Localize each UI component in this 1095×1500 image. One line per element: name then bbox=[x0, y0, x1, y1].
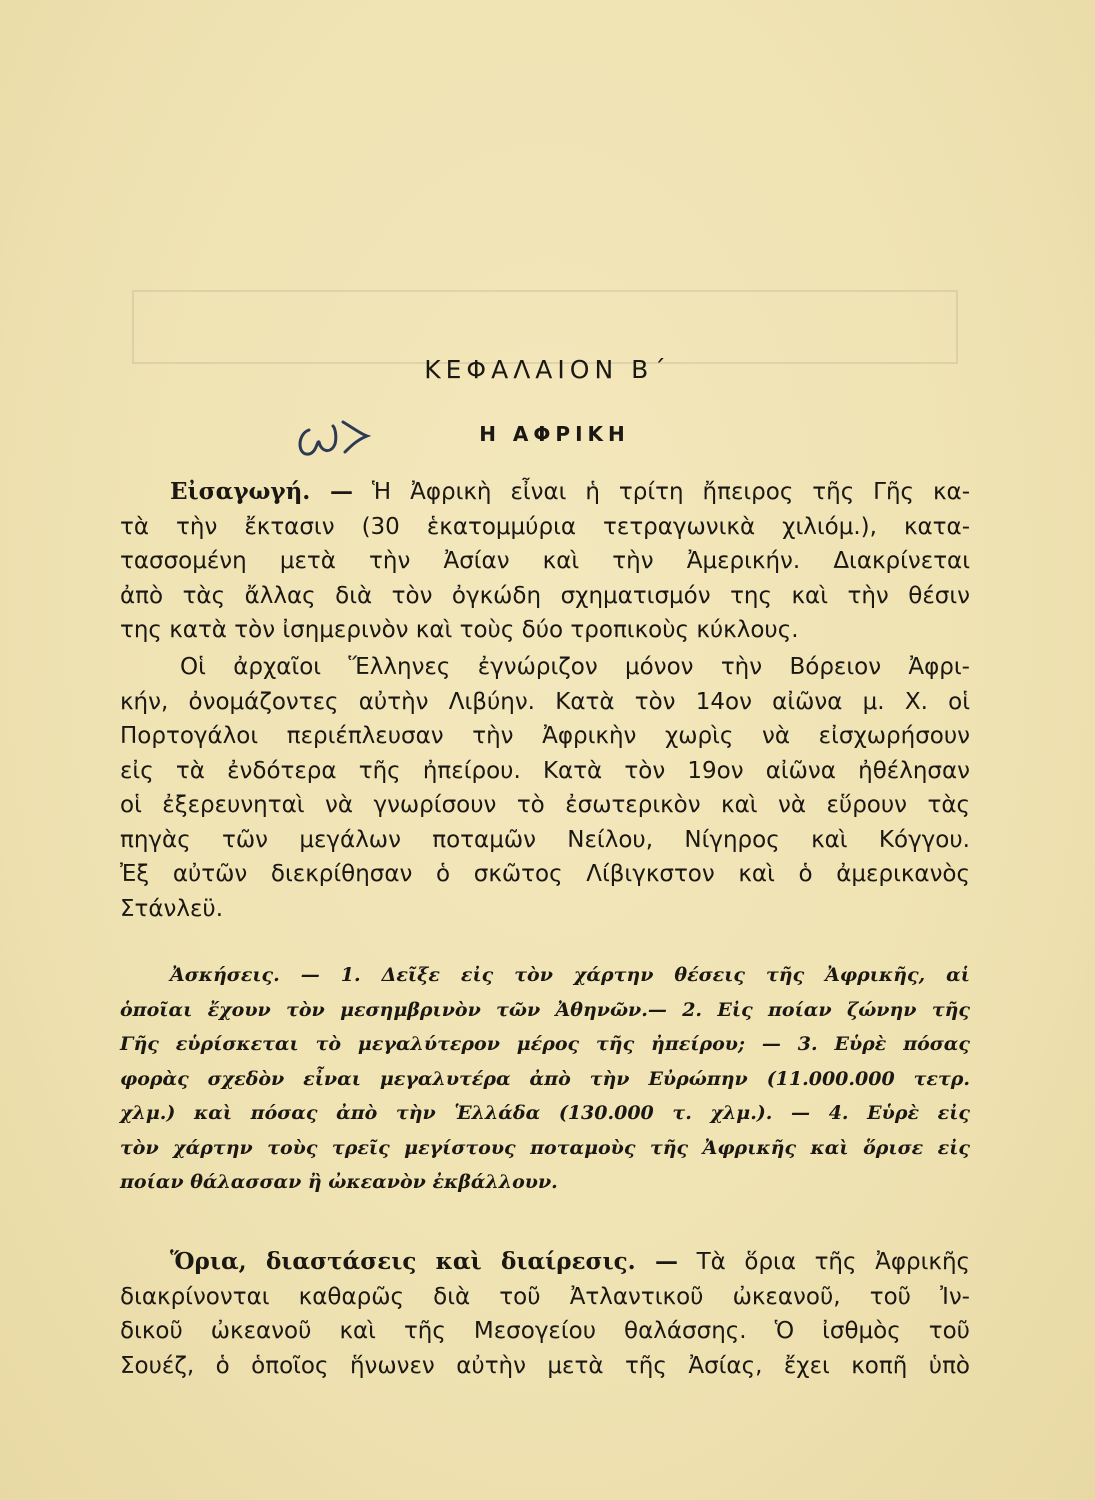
history-line-4: εἰς τὰ ἐνδότερα τῆς ἠπείρου. Κατὰ τὸν 19ον αἰῶνα ἠθέλησαν bbox=[120, 757, 970, 784]
exercises-lead: Ἀσκήσεις. bbox=[170, 964, 280, 986]
history-paragraph bbox=[120, 650, 970, 926]
borders-paragraph bbox=[120, 1245, 970, 1383]
borders-line-3: δικοῦ ὠκεανοῦ καὶ τῆς Μεσογείου θαλάσσης. Ὁ ἰσθμὸς τοῦ bbox=[120, 1318, 970, 1344]
intro-line-4: ἀπὸ τὰς ἄλλας διὰ τὸν ὀγκώδη σχηματισμόν της καὶ τὴν θέσιν bbox=[120, 582, 970, 609]
exercises-line-5: χλμ.) καὶ πόσας ἀπὸ τὴν Ἑλλάδα (130.000 τ. χλμ.). — 4. Εὑρὲ εἰς bbox=[120, 1102, 970, 1124]
borders-line-1: Ὅρια, διαστάσεις καὶ διαίρεσις. — Τὰ ὅρια τῆς Ἀφρικῆς bbox=[170, 1248, 971, 1275]
history-line-5: οἱ ἐξερευνηταὶ νὰ γνωρίσουν τὸ ἐσωτερικὸν καὶ νὰ εὕρουν τὰς bbox=[120, 792, 970, 818]
intro-line-5: της κατὰ τὸν ἰσημερινὸν καὶ τοὺς δύο τροπικοὺς κύκλους. bbox=[120, 617, 799, 643]
exercises-line-7: ποίαν θάλασσαν ἢ ὠκεανὸν ἐκβάλλουν. bbox=[120, 1171, 558, 1193]
history-line-1: Οἱ ἀρχαῖοι Ἕλληνες ἐγνώριζον μόνον τὴν Βόρειον Ἀφρι- bbox=[180, 654, 970, 680]
exercises-line-6: τὸν χάρτην τοὺς τρεῖς μεγίστους ποταμοὺς τῆς Ἀφρικῆς καὶ ὅρισε εἰς bbox=[120, 1136, 970, 1159]
exercises-line-1: Ἀσκήσεις. — 1. Δεῖξε εἰς τὸν χάρτην θέσεις τῆς Ἀφρικῆς, αἱ bbox=[170, 964, 970, 986]
history-line-8: Στάνλεϋ. bbox=[120, 895, 224, 922]
exercises-line-3: Γῆς εὑρίσκεται τὸ μεγαλύτερον μέρος τῆς ἠπείρου; — 3. Εὑρὲ πόσας bbox=[120, 1033, 970, 1055]
history-line-3: Πορτογάλοι περιέπλευσαν τὴν Ἀφρικὴν χωρὶς νὰ εἰσχωρήσουν bbox=[120, 723, 970, 749]
history-line-7: Ἐξ αὐτῶν διεκρίθησαν ὁ σκῶτος Λίβιγκστον καὶ ὁ ἀμερικανὸς bbox=[120, 861, 970, 887]
borders-line-2: διακρίνονται καθαρῶς διὰ τοῦ Ἀτλαντικοῦ ὠκεανοῦ, τοῦ Ἰν- bbox=[120, 1283, 970, 1310]
intro-line-2: τὰ τὴν ἔκτασιν (30 ἑκατομμύρια τετραγωνικὰ χιλιόμ.), κατα- bbox=[120, 513, 970, 540]
exercises-line-2: ὁποῖαι ἔχουν τὸν μεσημβρινὸν τῶν Ἀθηνῶν.— 2. Εἰς ποίαν ζώνην τῆς bbox=[120, 998, 970, 1021]
exercises-line-4: φορὰς σχεδὸν εἶναι μεγαλυτέρα ἀπὸ τὴν Εὐρώπην (11.000.000 τετρ. bbox=[120, 1067, 970, 1090]
exercises-paragraph bbox=[120, 958, 970, 1200]
borders-lead: Ὅρια, διαστάσεις καὶ διαίρεσις. — bbox=[170, 1248, 678, 1275]
intro-lead: Εἰσαγωγή. — bbox=[170, 478, 353, 505]
intro-line-3: τασσομένη μετὰ τὴν Ἀσίαν καὶ τὴν Ἀμερικήν. Διακρίνεται bbox=[120, 548, 970, 574]
history-line-2: κήν, ὀνομάζοντες αὐτὴν Λιβύην. Κατὰ τὸν 14ον αἰῶνα μ. Χ. οἱ bbox=[120, 688, 970, 715]
section-title: Η ΑΦΡΙΚΗ bbox=[479, 422, 630, 446]
borders-line-4: Σουέζ, ὁ ὁποῖος ἥνωνεν αὐτὴν μετὰ τῆς Ἀσίας, ἔχει κοπῆ ὑπὸ bbox=[120, 1352, 970, 1379]
intro-line-1: Εἰσαγωγή. — Ἡ Ἀφρικὴ εἶναι ἡ τρίτη ἤπειρος τῆς Γῆς κα- bbox=[170, 478, 970, 505]
intro-paragraph bbox=[120, 475, 970, 648]
chapter-heading: ΚΕΦΑΛΑΙΟΝ Β΄ bbox=[424, 355, 671, 384]
bleed-through-frame bbox=[132, 290, 958, 364]
history-line-6: πηγὰς τῶν μεγάλων ποταμῶν Νείλου, Νίγηρος καὶ Κόγγου. bbox=[120, 826, 970, 853]
